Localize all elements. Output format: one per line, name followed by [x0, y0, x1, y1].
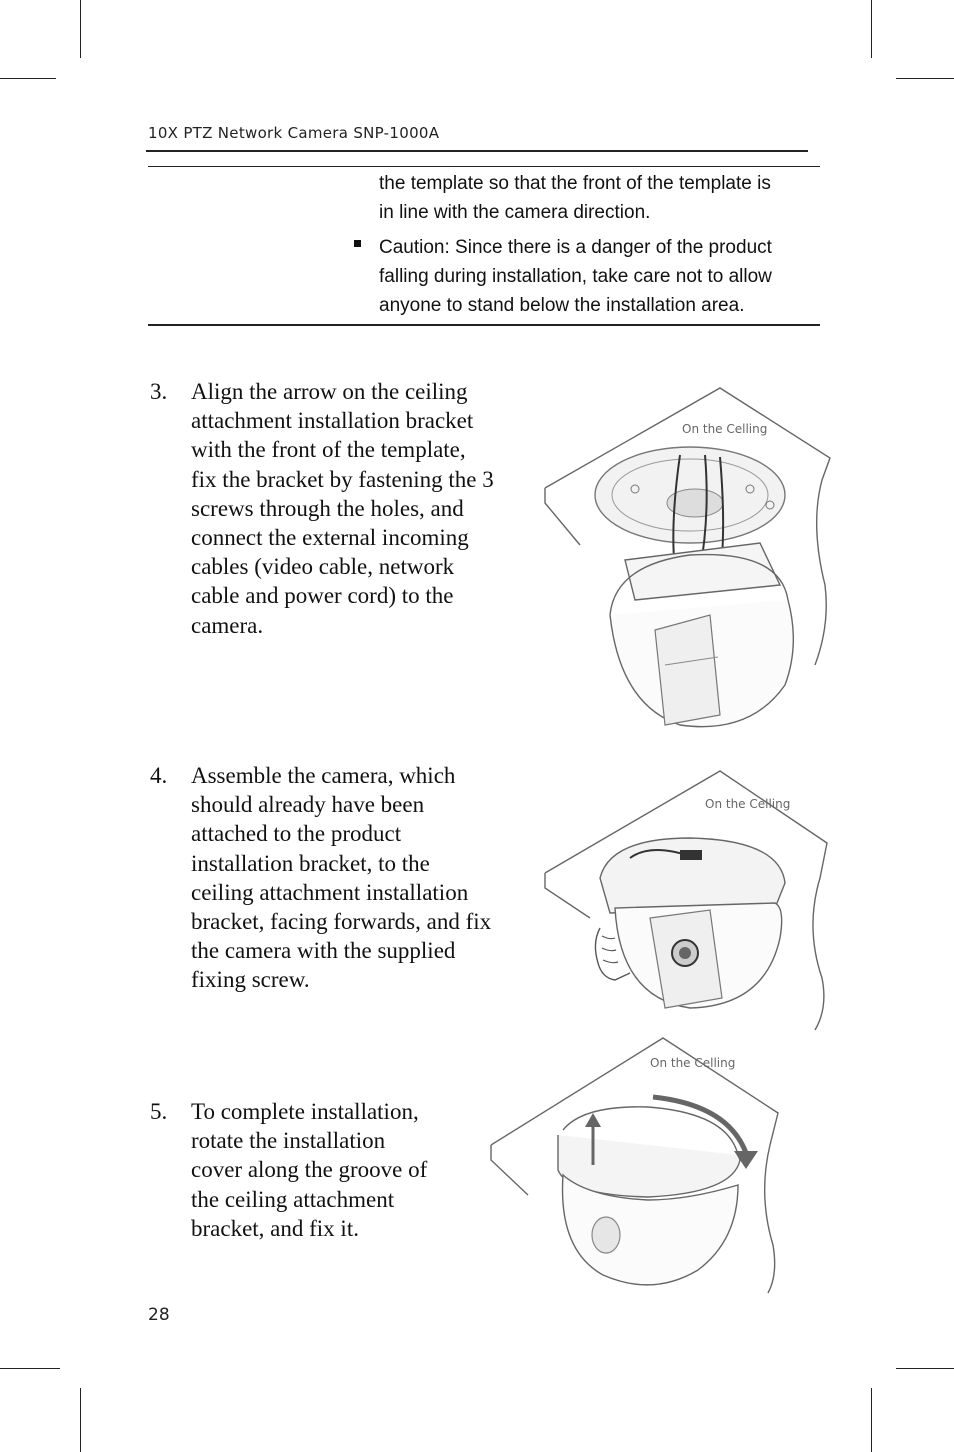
step-line: fixing screw. [191, 967, 310, 993]
step-line: attached to the product [191, 821, 402, 847]
note-continuation-line: in line with the camera direction. [379, 202, 651, 223]
cover-rotation-illustration [488, 1035, 783, 1297]
step-line: cables (video cable, network [191, 554, 455, 580]
step-line: the ceiling attachment [191, 1186, 395, 1212]
header-rule [146, 150, 808, 152]
note-top-rule [148, 166, 820, 167]
ceiling-label: On the Celling [682, 422, 768, 436]
caution-line: falling during installation, take care not to allow [379, 266, 772, 287]
step-line: cover along the groove of [191, 1157, 428, 1183]
crop-mark [0, 1368, 60, 1369]
step-line: screws through the holes, and [191, 495, 464, 521]
step-number: 5. [150, 1099, 168, 1124]
step-line: with the front of the template, [191, 437, 466, 463]
note-continuation-line: the template so that the front of the template is [379, 173, 771, 194]
caution-line: anyone to stand below the installation area. [379, 295, 745, 316]
step-line: camera. [191, 612, 264, 638]
step-line: bracket, facing forwards, and fix [191, 909, 492, 935]
crop-mark [80, 1388, 81, 1452]
step-line: installation bracket, to the [191, 850, 430, 876]
step-line: connect the external incoming [191, 525, 469, 551]
crop-mark [896, 78, 954, 79]
caution-line: Caution: Since there is a danger of the product [379, 237, 772, 258]
crop-mark [871, 0, 872, 58]
step-line: ceiling attachment installation [191, 879, 469, 905]
step-line: attachment installation bracket [191, 408, 474, 434]
step-line: fix the bracket by fastening the 3 [191, 466, 494, 492]
step-line: Assemble the camera, which [191, 763, 456, 788]
ceiling-label: On the Celling [705, 797, 791, 811]
ceiling-label: On the Celling [650, 1056, 736, 1070]
step-line: Align the arrow on the ceiling [191, 379, 468, 404]
running-header: 10X PTZ Network Camera SNP-1000A [148, 124, 440, 142]
step-line: To complete installation, [191, 1099, 419, 1124]
step-line: the camera with the supplied [191, 938, 456, 964]
step-line: bracket, and fix it. [191, 1215, 359, 1241]
step-line: rotate the installation [191, 1128, 386, 1154]
step-number: 4. [150, 763, 168, 788]
bracket-mount-illustration [540, 385, 835, 735]
step-line: should already have been [191, 792, 425, 818]
step-number: 3. [150, 379, 168, 404]
step-line: cable and power cord) to the [191, 583, 454, 609]
crop-mark [871, 1388, 872, 1452]
bullet-icon [354, 240, 361, 247]
camera-assembly-illustration [540, 768, 835, 1033]
crop-mark [80, 0, 81, 58]
page-number: 28 [148, 1305, 170, 1325]
crop-mark [896, 1368, 954, 1369]
crop-mark [0, 78, 56, 79]
note-bottom-rule [148, 324, 820, 326]
